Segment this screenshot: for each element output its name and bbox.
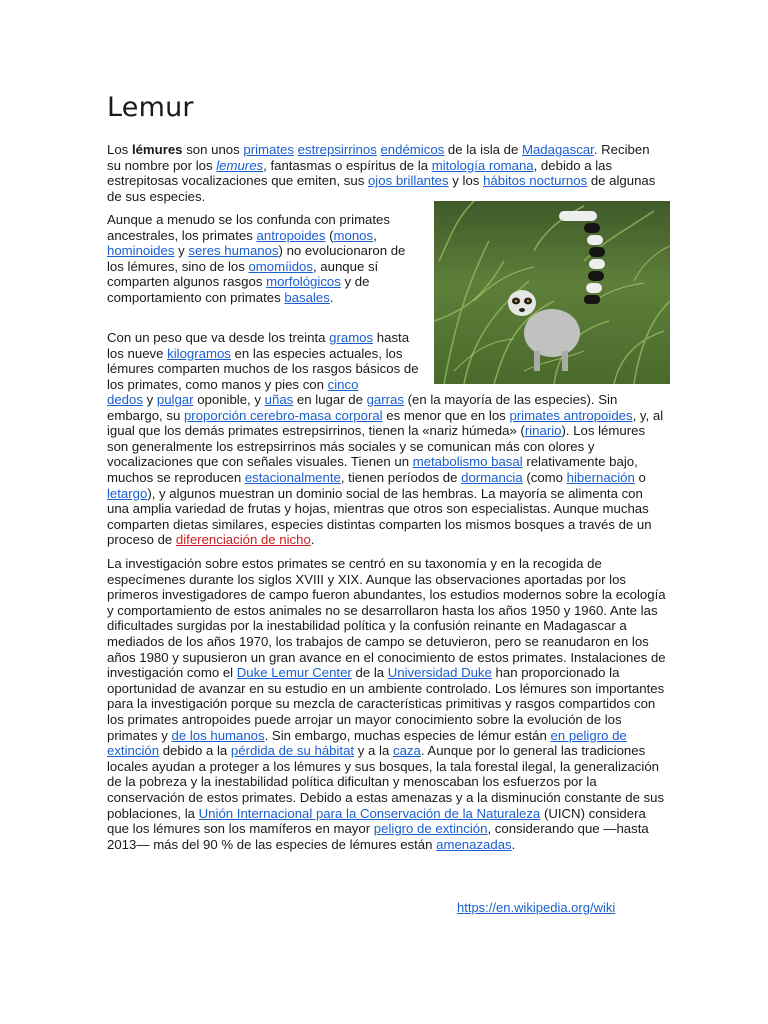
link-de-los-humanos[interactable]: de los humanos <box>171 727 265 743</box>
link-estrepsirrinos[interactable]: estrepsirrinos <box>297 142 377 157</box>
link-gramos[interactable]: gramos <box>329 330 374 345</box>
page-title: Lemur <box>107 92 194 123</box>
link-metabolismo-basal[interactable]: metabolismo basal <box>412 454 523 470</box>
link-peligro-de-extincion[interactable]: peligro de extinción <box>373 821 488 837</box>
link-morfologicos[interactable]: morfológicos <box>266 274 341 290</box>
link-primates[interactable]: primates <box>243 142 294 157</box>
source-url[interactable]: https://en.wikipedia.org/wiki <box>457 900 616 915</box>
link-monos[interactable]: monos <box>333 227 374 243</box>
link-rinario[interactable]: rinario <box>524 423 562 439</box>
link-kilogramos[interactable]: kilogramos <box>167 345 231 361</box>
paragraph-traits-top: Con un peso que va desde los treinta gramos hasta los nueve kilogramos en las especies actuales, los lémures comparten muchos de los rasgos básicos de los primates, como manos y pies con cinco <box>107 330 419 392</box>
link-hibernacion[interactable]: hibernación <box>566 469 635 485</box>
link-letargo[interactable]: letargo <box>107 485 148 501</box>
link-mitologia-romana[interactable]: mitología romana <box>431 157 534 173</box>
paragraph-evolution: Aunque a menudo se los confunda con primates ancestrales, los primates antropoides (monos, hominoides y seres humanos) no evolucionaron de los lémures, sino de los omomíidos, aunque sí comparten algunos rasgos morfológicos y de comportamiento con primates basales. <box>107 212 406 305</box>
link-seres-humanos[interactable]: seres humanos <box>188 243 279 259</box>
link-diferenciacion-de-nicho[interactable]: diferenciación de nicho <box>175 532 311 548</box>
link-perdida-de-habitat[interactable]: pérdida de su hábitat <box>230 743 355 759</box>
link-universidad-duke[interactable]: Universidad Duke <box>387 665 492 681</box>
link-estacionalmente[interactable]: estacionalmente <box>244 469 341 485</box>
link-omomiidos[interactable]: omomíidos <box>248 258 313 274</box>
link-uicn[interactable]: Unión Internacional para la Conservación de la Naturaleza <box>198 805 541 821</box>
link-endemicos[interactable]: endémicos <box>380 142 445 157</box>
link-amenazadas[interactable]: amenazadas <box>436 836 512 852</box>
link-dedos[interactable]: dedos <box>107 392 143 407</box>
link-hominoides[interactable]: hominoides <box>107 243 175 259</box>
paragraph-intro: Los lémures son unos primates estrepsirrinos endémicos de la isla de Madagascar. Reciben su nombre por los lemures, fantasmas o espíritus de la mitología romana, debido a las estrepitosas vocalizaciones que emiten, sus ojos brillantes y los hábitos nocturnos de algunas de sus especies. <box>107 142 656 204</box>
link-duke-lemur-center[interactable]: Duke Lemur Center <box>236 665 352 681</box>
link-ojos-brillantes[interactable]: ojos brillantes <box>367 173 449 189</box>
link-unas[interactable]: uñas <box>264 392 294 407</box>
lemur-photo <box>434 201 670 384</box>
link-proporcion-cerebro-masa[interactable]: proporción cerebro-masa corporal <box>183 407 383 423</box>
source-link[interactable] <box>457 900 615 915</box>
bold-term-lemures: lémures <box>131 142 183 157</box>
link-garras[interactable]: garras <box>366 392 404 407</box>
link-caza[interactable]: caza <box>392 743 421 759</box>
paragraph-traits-bottom: dedos y pulgar oponible, y uñas en lugar de garras (en la mayoría de las especies). Sin embargo, su proporción cerebro-masa corporal es menor que en los primates antropoides, y, al igual que los demás primates estrepsirrinos, tienen la «nariz húmeda» (rinario). Los lémures son generalmente los estrepsirrinos más sociales y se comunican más con olores y vocalizaciones que con señales visuales. Tienen un metabolismo basal relativamente bajo, muchos se reproducen estacionalmente, tienen períodos de dormancia (como hibernación o letargo), y algunos muestran un dominio social de las hembras. La mayoría se alimenta con una amplia variedad de frutas y hojas, mientras que otros son especialistas. Aunque muchas comparten dietas similares, especies distintas comparten los mismos bosques a través de un proceso de diferenciación de nicho. <box>107 392 664 548</box>
link-basales[interactable]: basales <box>284 289 330 305</box>
link-cinco[interactable]: cinco <box>327 376 359 392</box>
paragraph-research: La investigación sobre estos primates se centró en su taxonomía y en la recogida de especímenes durante los siglos XVIII y XIX. Aunque las observaciones aportadas por los primeros investigadores de campo fueron abundantes, los estudios modernos sobre la ecología y comportamiento de estos animales no se desarrollaron hasta los años 1950 y 1960. Ante las dificultades surgidas por la inestabilidad política y la confusión reinante en Madagascar a mediados de los años 1970, los trabajos de campo se detuvieron, pero se reanudaron en los años 1980 y supusieron un gran avance en el conocimiento de estos primates. Instalaciones de investigación como el Duke Lemur Center de la Universidad Duke han proporcionado la oportunidad de avanzar en su estudio en un ambiente controlado. Los lémures son importantes para la investigación porque su mezcla de características primitivas y rasgos compartidos con los primates antropoides puede arrojar un mayor conocimiento sobre la evolución de los primates y de los humanos. Sin embargo, muchas especies de lémur están en peligro de extinción debido a la pérdida de su hábitat y a la caza. Aunque por lo general las tradiciones locales ayudan a proteger a los lémures y sus bosques, la tala forestal ilegal, la generalización de la pobreza y la inestabilidad política dificultan y menoscaban los esfuerzos por la conservación de estos primates. Debido a estas amenazas y a la disminución constante de sus poblaciones, la Unión Internacional para la Conservación de la Naturaleza (UICN) considera que los lémures son los mamíferos en mayor peligro de extinción, considerando que —hasta 2013— más del 90 % de las especies de lémures están amenazadas. <box>107 556 666 852</box>
link-dormancia[interactable]: dormancia <box>461 469 523 485</box>
link-habitos-nocturnos[interactable]: hábitos nocturnos <box>483 173 588 189</box>
link-pulgar[interactable]: pulgar <box>156 392 194 407</box>
link-lemures[interactable]: lemures <box>216 157 264 173</box>
link-primates-antropoides[interactable]: primates antropoides <box>509 407 633 423</box>
link-antropoides[interactable]: antropoides <box>256 227 326 243</box>
link-en-peligro-de-extincion[interactable]: en peligro de extinción <box>107 727 627 759</box>
link-madagascar[interactable]: Madagascar <box>521 142 594 157</box>
